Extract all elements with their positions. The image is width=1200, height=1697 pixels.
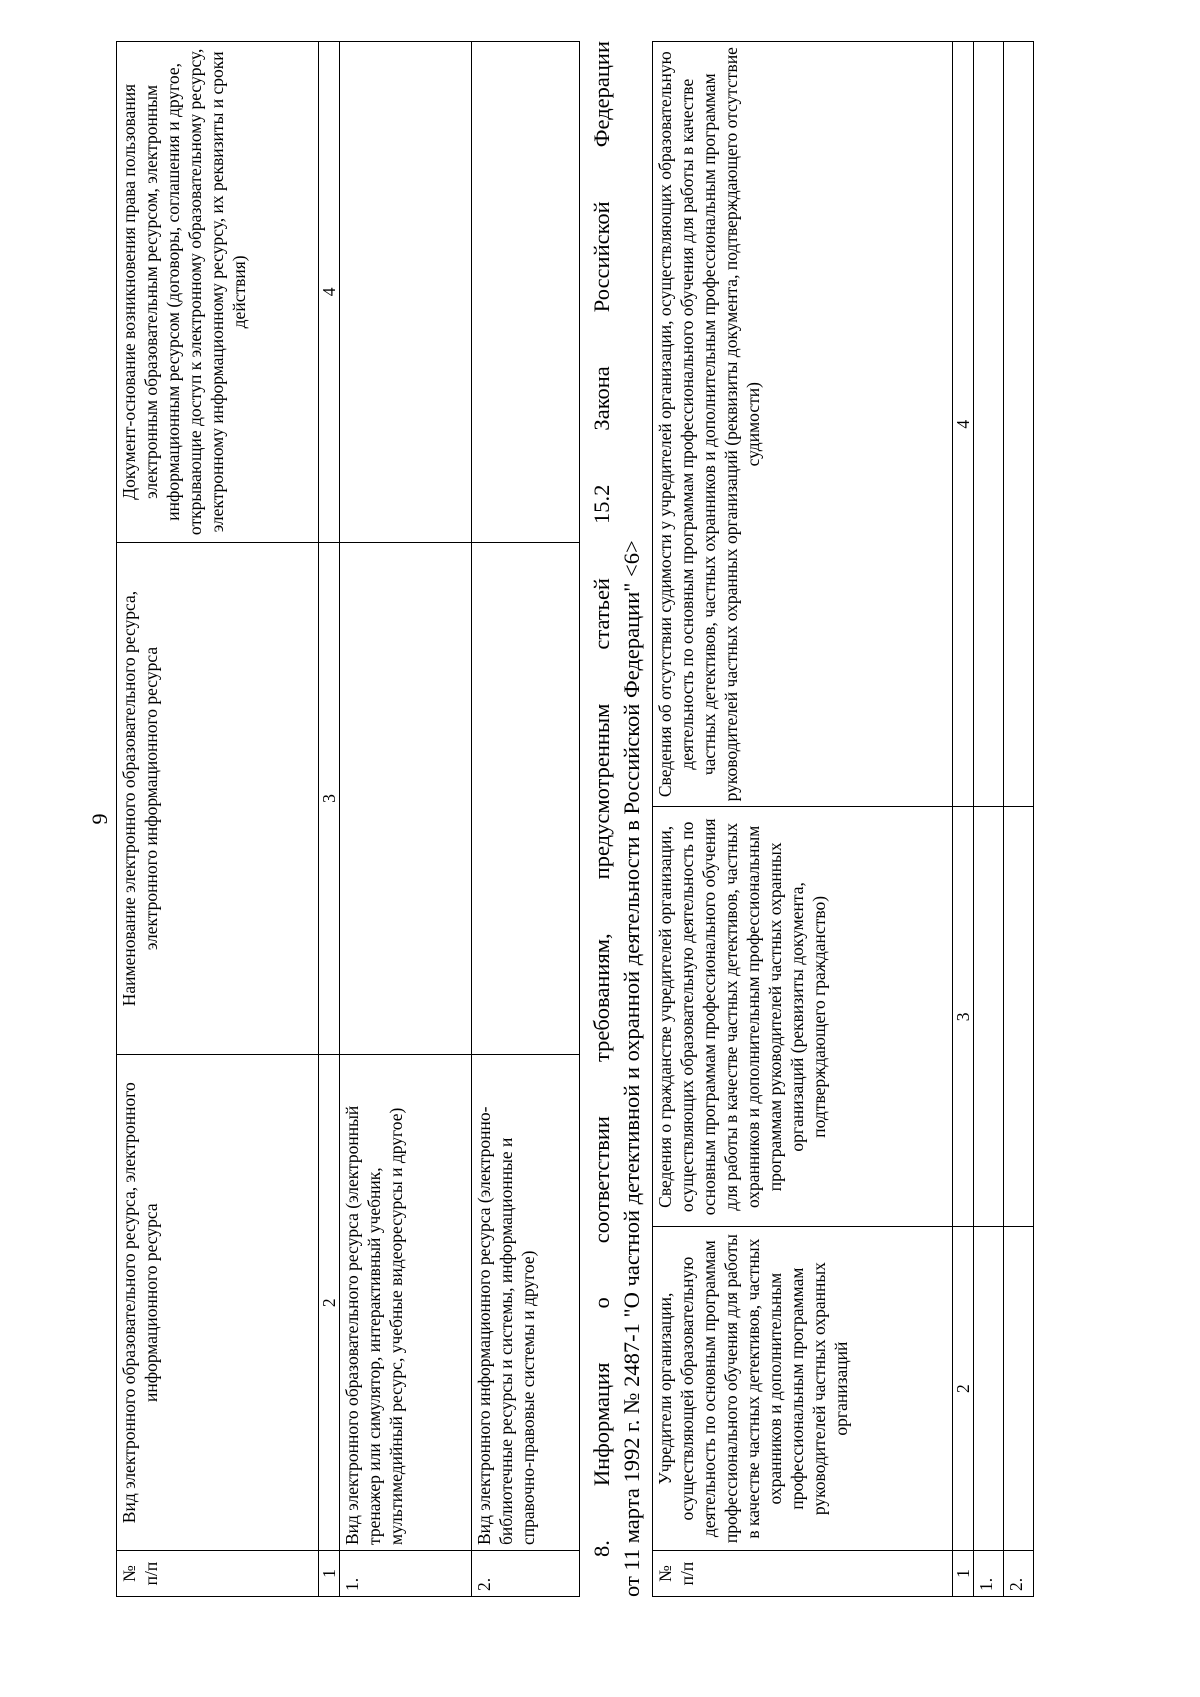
section-8-heading xyxy=(587,41,647,1597)
founders-cell xyxy=(1004,1227,1034,1551)
row-number: 2. xyxy=(1004,1551,1034,1597)
column-number: 2 xyxy=(953,1227,974,1551)
header-cell: № п/п xyxy=(653,1551,953,1597)
resource-name xyxy=(340,542,472,1055)
table-row xyxy=(472,42,580,1597)
founders-cell xyxy=(974,1227,1004,1551)
row-number: 2. xyxy=(472,1551,580,1597)
table-row xyxy=(1004,42,1034,1597)
header-cell: Вид электронного образовательного ресурса, электронного информационного ресурса xyxy=(117,1055,319,1551)
column-number: 1 xyxy=(319,1551,340,1597)
resource-basis xyxy=(472,42,580,543)
column-number: 1 xyxy=(953,1551,974,1597)
header-cell: Сведения о гражданстве учредителей организации, осуществляющих образовательную деятельность по основным программам профессионального обучения для работы в качестве частных детективов, частных охранников и дополнительным профессиональным программам руководителей частных охранных организаций (реквизиты документа, подтверждающего гражданство) xyxy=(653,807,953,1227)
resource-name xyxy=(472,542,580,1055)
column-number: 4 xyxy=(953,42,974,807)
resource-type: Вид электронного образовательного ресурса (электронный тренажер или симулятор, интерактивный учебник, мультимедийный ресурс, учебные видеоресурсы и другое) xyxy=(340,1055,472,1551)
rotated-page-content xyxy=(85,41,1101,1597)
header-cell: Сведения об отсутствии судимости у учредителей организации, осуществляющих образовательную деятельность по основным программам профессионального обучения для работы в качестве частных детективов, частных охранников и дополнительным профессиональным программам руководителей частных охранных организаций (реквизиты документа, подтверждающего отсутствие судимости) xyxy=(653,42,953,807)
column-number: 2 xyxy=(319,1055,340,1551)
page-number: 9 xyxy=(87,813,112,825)
column-number: 3 xyxy=(319,542,340,1055)
citizenship-cell xyxy=(974,807,1004,1227)
citizenship-cell xyxy=(1004,807,1034,1227)
header-cell: Документ-основание возникновения права пользования электронным образовательным ресурсом, электронным информационным ресурсом (договоры, соглашения и другое, открывающие доступ к электронному образовательному ресурсу, электронному информационному ресурсу, их реквизиты и сроки действия) xyxy=(117,42,319,543)
table-row xyxy=(340,42,472,1597)
table-row xyxy=(974,42,1004,1597)
column-number-row xyxy=(319,42,340,1597)
row-number: 1. xyxy=(974,1551,1004,1597)
section-8-heading-line1: 8. Информация о соответствии требованиям, предусмотренным статьей 15.2 Закона Российской Федерации xyxy=(589,41,614,1557)
column-number: 4 xyxy=(319,42,340,543)
header-cell: Наименование электронного образовательного ресурса, электронного информационного ресурса xyxy=(117,542,319,1055)
resource-type: Вид электронного информационного ресурса (электронно-библиотечные ресурсы и системы, информационные и справочно-правовые системы и другое) xyxy=(472,1055,580,1551)
no-record-cell xyxy=(1004,42,1034,807)
header-cell: № п/п xyxy=(117,1551,319,1597)
row-number: 1. xyxy=(340,1551,472,1597)
founders-info-table xyxy=(652,41,1034,1597)
table-header-row xyxy=(653,42,953,1597)
no-record-cell xyxy=(974,42,1004,807)
column-number-row xyxy=(953,42,974,1597)
column-number: 3 xyxy=(953,807,974,1227)
resource-basis xyxy=(340,42,472,543)
table-header-row xyxy=(117,42,319,1597)
electronic-resources-table xyxy=(116,41,580,1597)
header-cell: Учредители организации, осуществляющей образовательную деятельность по основным программам профессионального обучения для работы в качестве частных детективов, частных охранников и дополнительным профессиональным программам руководителей частных охранных организаций xyxy=(653,1227,953,1551)
section-8-heading-line2: от 11 марта 1992 г. № 2487-1 "О частной детективной и охранной деятельности в Российской Федерации" <6> xyxy=(619,540,644,1597)
